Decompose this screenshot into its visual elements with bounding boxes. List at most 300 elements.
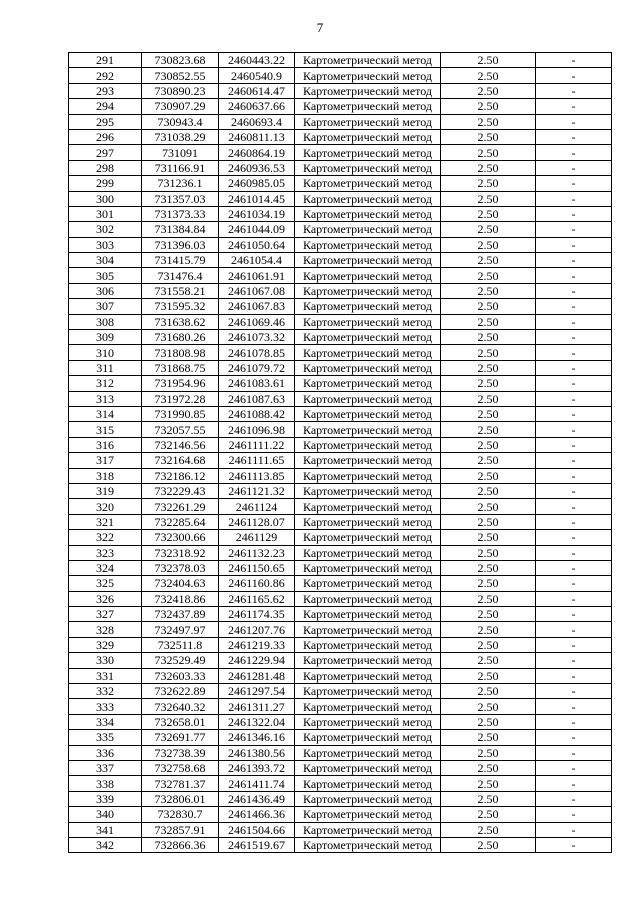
- x-coordinate-cell: 732300.66: [142, 530, 219, 545]
- accuracy-cell: 2.50: [441, 283, 536, 298]
- y-coordinate-cell: 2460693.4: [219, 114, 295, 129]
- accuracy-cell: 2.50: [441, 145, 536, 160]
- description-cell: -: [536, 776, 612, 791]
- point-number-cell: 340: [69, 807, 142, 822]
- table-row: [69, 422, 612, 437]
- y-coordinate-cell: 2461281.48: [219, 668, 295, 683]
- description-cell: -: [536, 406, 612, 421]
- x-coordinate-cell: 731595.32: [142, 299, 219, 314]
- accuracy-cell: 2.50: [441, 237, 536, 252]
- point-number-cell: 306: [69, 283, 142, 298]
- description-cell: -: [536, 576, 612, 591]
- method-cell: Картометрический метод: [295, 714, 441, 729]
- y-coordinate-cell: 2461111.65: [219, 453, 295, 468]
- table-row: [69, 391, 612, 406]
- method-cell: Картометрический метод: [295, 591, 441, 606]
- accuracy-cell: 2.50: [441, 376, 536, 391]
- table-row: [69, 499, 612, 514]
- method-cell: Картометрический метод: [295, 330, 441, 345]
- point-number-cell: 327: [69, 607, 142, 622]
- description-cell: -: [536, 530, 612, 545]
- table-row: [69, 83, 612, 98]
- table-row: [69, 745, 612, 760]
- accuracy-cell: 2.50: [441, 591, 536, 606]
- x-coordinate-cell: 732057.55: [142, 422, 219, 437]
- x-coordinate-cell: 732738.39: [142, 745, 219, 760]
- y-coordinate-cell: 2461436.49: [219, 791, 295, 806]
- method-cell: Картометрический метод: [295, 483, 441, 498]
- point-number-cell: 337: [69, 760, 142, 775]
- point-number-cell: 330: [69, 653, 142, 668]
- point-number-cell: 301: [69, 206, 142, 221]
- accuracy-cell: 2.50: [441, 129, 536, 144]
- point-number-cell: 335: [69, 730, 142, 745]
- accuracy-cell: 2.50: [441, 560, 536, 575]
- point-number-cell: 332: [69, 684, 142, 699]
- accuracy-cell: 2.50: [441, 653, 536, 668]
- y-coordinate-cell: 2461113.85: [219, 468, 295, 483]
- x-coordinate-cell: 732418.86: [142, 591, 219, 606]
- x-coordinate-cell: 732186.12: [142, 468, 219, 483]
- point-number-cell: 331: [69, 668, 142, 683]
- x-coordinate-cell: 732830.7: [142, 807, 219, 822]
- y-coordinate-cell: 2461380.56: [219, 745, 295, 760]
- method-cell: Картометрический метод: [295, 437, 441, 452]
- x-coordinate-cell: 732857.91: [142, 822, 219, 837]
- point-number-cell: 311: [69, 360, 142, 375]
- method-cell: Картометрический метод: [295, 160, 441, 175]
- description-cell: -: [536, 314, 612, 329]
- point-number-cell: 294: [69, 99, 142, 114]
- method-cell: Картометрический метод: [295, 176, 441, 191]
- accuracy-cell: 2.50: [441, 99, 536, 114]
- table-row: [69, 637, 612, 652]
- x-coordinate-cell: 730890.23: [142, 83, 219, 98]
- point-number-cell: 297: [69, 145, 142, 160]
- method-cell: Картометрический метод: [295, 422, 441, 437]
- description-cell: -: [536, 637, 612, 652]
- x-coordinate-cell: 732658.01: [142, 714, 219, 729]
- table-row: [69, 406, 612, 421]
- accuracy-cell: 2.50: [441, 714, 536, 729]
- y-coordinate-cell: 2461504.66: [219, 822, 295, 837]
- y-coordinate-cell: 2461519.67: [219, 837, 295, 852]
- description-cell: -: [536, 684, 612, 699]
- y-coordinate-cell: 2461121.32: [219, 483, 295, 498]
- method-cell: Картометрический метод: [295, 83, 441, 98]
- table-row: [69, 283, 612, 298]
- y-coordinate-cell: 2461297.54: [219, 684, 295, 699]
- y-coordinate-cell: 2461346.16: [219, 730, 295, 745]
- method-cell: Картометрический метод: [295, 268, 441, 283]
- table-row: [69, 268, 612, 283]
- description-cell: -: [536, 468, 612, 483]
- description-cell: -: [536, 745, 612, 760]
- accuracy-cell: 2.50: [441, 668, 536, 683]
- x-coordinate-cell: 732529.49: [142, 653, 219, 668]
- description-cell: -: [536, 160, 612, 175]
- table-body: [69, 53, 612, 853]
- point-number-cell: 326: [69, 591, 142, 606]
- accuracy-cell: 2.50: [441, 360, 536, 375]
- table-row: [69, 253, 612, 268]
- description-cell: -: [536, 391, 612, 406]
- table-row: [69, 530, 612, 545]
- table-row: [69, 514, 612, 529]
- y-coordinate-cell: 2461054.4: [219, 253, 295, 268]
- x-coordinate-cell: 731868.75: [142, 360, 219, 375]
- method-cell: Картометрический метод: [295, 283, 441, 298]
- x-coordinate-cell: 731476.4: [142, 268, 219, 283]
- table-row: [69, 145, 612, 160]
- method-cell: Картометрический метод: [295, 807, 441, 822]
- table-row: [69, 453, 612, 468]
- table-row: [69, 468, 612, 483]
- table-row: [69, 822, 612, 837]
- method-cell: Картометрический метод: [295, 99, 441, 114]
- y-coordinate-cell: 2461466.36: [219, 807, 295, 822]
- description-cell: -: [536, 483, 612, 498]
- method-cell: Картометрический метод: [295, 360, 441, 375]
- description-cell: -: [536, 53, 612, 68]
- table-row: [69, 299, 612, 314]
- point-number-cell: 339: [69, 791, 142, 806]
- table-row: [69, 591, 612, 606]
- x-coordinate-cell: 732146.56: [142, 437, 219, 452]
- y-coordinate-cell: 2461044.09: [219, 222, 295, 237]
- accuracy-cell: 2.50: [441, 483, 536, 498]
- description-cell: -: [536, 114, 612, 129]
- point-number-cell: 308: [69, 314, 142, 329]
- description-cell: -: [536, 822, 612, 837]
- table-row: [69, 837, 612, 852]
- method-cell: Картометрический метод: [295, 637, 441, 652]
- x-coordinate-cell: 732378.03: [142, 560, 219, 575]
- description-cell: -: [536, 545, 612, 560]
- point-number-cell: 310: [69, 345, 142, 360]
- y-coordinate-cell: 2460443.22: [219, 53, 295, 68]
- x-coordinate-cell: 731166.91: [142, 160, 219, 175]
- x-coordinate-cell: 732640.32: [142, 699, 219, 714]
- table-row: [69, 99, 612, 114]
- y-coordinate-cell: 2461219.33: [219, 637, 295, 652]
- point-number-cell: 314: [69, 406, 142, 421]
- x-coordinate-cell: 732318.92: [142, 545, 219, 560]
- accuracy-cell: 2.50: [441, 406, 536, 421]
- description-cell: -: [536, 668, 612, 683]
- point-number-cell: 312: [69, 376, 142, 391]
- table-row: [69, 176, 612, 191]
- accuracy-cell: 2.50: [441, 791, 536, 806]
- method-cell: Картометрический метод: [295, 607, 441, 622]
- point-number-cell: 342: [69, 837, 142, 852]
- table-row: [69, 714, 612, 729]
- point-number-cell: 320: [69, 499, 142, 514]
- x-coordinate-cell: 732497.97: [142, 622, 219, 637]
- y-coordinate-cell: 2461207.76: [219, 622, 295, 637]
- point-number-cell: 319: [69, 483, 142, 498]
- x-coordinate-cell: 731808.98: [142, 345, 219, 360]
- method-cell: Картометрический метод: [295, 299, 441, 314]
- y-coordinate-cell: 2461087.63: [219, 391, 295, 406]
- point-number-cell: 329: [69, 637, 142, 652]
- accuracy-cell: 2.50: [441, 822, 536, 837]
- accuracy-cell: 2.50: [441, 176, 536, 191]
- description-cell: -: [536, 345, 612, 360]
- table-row: [69, 699, 612, 714]
- description-cell: -: [536, 422, 612, 437]
- table-row: [69, 237, 612, 252]
- y-coordinate-cell: 2460811.13: [219, 129, 295, 144]
- method-cell: Картометрический метод: [295, 453, 441, 468]
- y-coordinate-cell: 2461096.98: [219, 422, 295, 437]
- description-cell: -: [536, 760, 612, 775]
- description-cell: -: [536, 222, 612, 237]
- point-number-cell: 324: [69, 560, 142, 575]
- y-coordinate-cell: 2461034.19: [219, 206, 295, 221]
- y-coordinate-cell: 2461150.65: [219, 560, 295, 575]
- point-number-cell: 323: [69, 545, 142, 560]
- x-coordinate-cell: 731638.62: [142, 314, 219, 329]
- method-cell: Картометрический метод: [295, 653, 441, 668]
- table-row: [69, 483, 612, 498]
- page-number: 7: [316, 20, 324, 35]
- description-cell: -: [536, 591, 612, 606]
- point-number-cell: 303: [69, 237, 142, 252]
- method-cell: Картометрический метод: [295, 822, 441, 837]
- method-cell: Картометрический метод: [295, 745, 441, 760]
- method-cell: Картометрический метод: [295, 253, 441, 268]
- accuracy-cell: 2.50: [441, 345, 536, 360]
- x-coordinate-cell: 731415.79: [142, 253, 219, 268]
- method-cell: Картометрический метод: [295, 560, 441, 575]
- point-number-cell: 305: [69, 268, 142, 283]
- method-cell: Картометрический метод: [295, 760, 441, 775]
- description-cell: -: [536, 730, 612, 745]
- y-coordinate-cell: 2461132.23: [219, 545, 295, 560]
- point-number-cell: 292: [69, 68, 142, 83]
- method-cell: Картометрический метод: [295, 576, 441, 591]
- x-coordinate-cell: 731384.84: [142, 222, 219, 237]
- accuracy-cell: 2.50: [441, 776, 536, 791]
- accuracy-cell: 2.50: [441, 437, 536, 452]
- x-coordinate-cell: 730823.68: [142, 53, 219, 68]
- description-cell: -: [536, 83, 612, 98]
- y-coordinate-cell: 2461128.07: [219, 514, 295, 529]
- y-coordinate-cell: 2460614.47: [219, 83, 295, 98]
- y-coordinate-cell: 2460540.9: [219, 68, 295, 83]
- method-cell: Картометрический метод: [295, 730, 441, 745]
- description-cell: -: [536, 129, 612, 144]
- point-number-cell: 317: [69, 453, 142, 468]
- y-coordinate-cell: 2461174.35: [219, 607, 295, 622]
- description-cell: -: [536, 299, 612, 314]
- y-coordinate-cell: 2461124: [219, 499, 295, 514]
- y-coordinate-cell: 2461050.64: [219, 237, 295, 252]
- point-number-cell: 296: [69, 129, 142, 144]
- table-row: [69, 776, 612, 791]
- table-row: [69, 560, 612, 575]
- x-coordinate-cell: 732229.43: [142, 483, 219, 498]
- table-row: [69, 730, 612, 745]
- method-cell: Картометрический метод: [295, 114, 441, 129]
- x-coordinate-cell: 732806.01: [142, 791, 219, 806]
- coordinates-table: [68, 52, 612, 853]
- y-coordinate-cell: 2461078.85: [219, 345, 295, 360]
- table-row: [69, 314, 612, 329]
- table-row: [69, 222, 612, 237]
- description-cell: -: [536, 791, 612, 806]
- point-number-cell: 298: [69, 160, 142, 175]
- x-coordinate-cell: 731954.96: [142, 376, 219, 391]
- table-row: [69, 622, 612, 637]
- y-coordinate-cell: 2460637.66: [219, 99, 295, 114]
- method-cell: Картометрический метод: [295, 791, 441, 806]
- method-cell: Картометрический метод: [295, 129, 441, 144]
- y-coordinate-cell: 2461165.62: [219, 591, 295, 606]
- point-number-cell: 291: [69, 53, 142, 68]
- y-coordinate-cell: 2461069.46: [219, 314, 295, 329]
- method-cell: Картометрический метод: [295, 206, 441, 221]
- x-coordinate-cell: 732781.37: [142, 776, 219, 791]
- y-coordinate-cell: 2461073.32: [219, 330, 295, 345]
- y-coordinate-cell: 2461229.94: [219, 653, 295, 668]
- accuracy-cell: 2.50: [441, 160, 536, 175]
- y-coordinate-cell: 2461111.22: [219, 437, 295, 452]
- method-cell: Картометрический метод: [295, 191, 441, 206]
- method-cell: Картометрический метод: [295, 406, 441, 421]
- table-row: [69, 160, 612, 175]
- accuracy-cell: 2.50: [441, 576, 536, 591]
- x-coordinate-cell: 731972.28: [142, 391, 219, 406]
- description-cell: -: [536, 807, 612, 822]
- x-coordinate-cell: 732758.68: [142, 760, 219, 775]
- table-row: [69, 330, 612, 345]
- y-coordinate-cell: 2461014.45: [219, 191, 295, 206]
- x-coordinate-cell: 732691.77: [142, 730, 219, 745]
- y-coordinate-cell: 2461311.27: [219, 699, 295, 714]
- accuracy-cell: 2.50: [441, 314, 536, 329]
- x-coordinate-cell: 732404.63: [142, 576, 219, 591]
- description-cell: -: [536, 330, 612, 345]
- y-coordinate-cell: 2461411.74: [219, 776, 295, 791]
- x-coordinate-cell: 732603.33: [142, 668, 219, 683]
- y-coordinate-cell: 2461083.61: [219, 376, 295, 391]
- description-cell: -: [536, 499, 612, 514]
- x-coordinate-cell: 730943.4: [142, 114, 219, 129]
- table-row: [69, 653, 612, 668]
- method-cell: Картометрический метод: [295, 222, 441, 237]
- point-number-cell: 302: [69, 222, 142, 237]
- accuracy-cell: 2.50: [441, 391, 536, 406]
- x-coordinate-cell: 731680.26: [142, 330, 219, 345]
- x-coordinate-cell: 731558.21: [142, 283, 219, 298]
- y-coordinate-cell: 2461322.04: [219, 714, 295, 729]
- description-cell: -: [536, 99, 612, 114]
- accuracy-cell: 2.50: [441, 114, 536, 129]
- method-cell: Картометрический метод: [295, 376, 441, 391]
- point-number-cell: 309: [69, 330, 142, 345]
- accuracy-cell: 2.50: [441, 206, 536, 221]
- method-cell: Картометрический метод: [295, 776, 441, 791]
- x-coordinate-cell: 732866.36: [142, 837, 219, 852]
- point-number-cell: 336: [69, 745, 142, 760]
- description-cell: -: [536, 837, 612, 852]
- accuracy-cell: 2.50: [441, 637, 536, 652]
- accuracy-cell: 2.50: [441, 837, 536, 852]
- accuracy-cell: 2.50: [441, 514, 536, 529]
- method-cell: Картометрический метод: [295, 345, 441, 360]
- x-coordinate-cell: 732437.89: [142, 607, 219, 622]
- description-cell: -: [536, 714, 612, 729]
- table-row: [69, 576, 612, 591]
- y-coordinate-cell: 2461067.83: [219, 299, 295, 314]
- method-cell: Картометрический метод: [295, 514, 441, 529]
- x-coordinate-cell: 732511.8: [142, 637, 219, 652]
- table-row: [69, 791, 612, 806]
- point-number-cell: 325: [69, 576, 142, 591]
- method-cell: Картометрический метод: [295, 314, 441, 329]
- table-row: [69, 668, 612, 683]
- accuracy-cell: 2.50: [441, 607, 536, 622]
- method-cell: Картометрический метод: [295, 237, 441, 252]
- point-number-cell: 333: [69, 699, 142, 714]
- point-number-cell: 318: [69, 468, 142, 483]
- accuracy-cell: 2.50: [441, 745, 536, 760]
- accuracy-cell: 2.50: [441, 730, 536, 745]
- x-coordinate-cell: 731396.03: [142, 237, 219, 252]
- x-coordinate-cell: 731373.33: [142, 206, 219, 221]
- accuracy-cell: 2.50: [441, 468, 536, 483]
- method-cell: Картометрический метод: [295, 499, 441, 514]
- accuracy-cell: 2.50: [441, 253, 536, 268]
- table-row: [69, 760, 612, 775]
- description-cell: -: [536, 360, 612, 375]
- table-row: [69, 345, 612, 360]
- x-coordinate-cell: 731236.1: [142, 176, 219, 191]
- accuracy-cell: 2.50: [441, 622, 536, 637]
- table-row: [69, 206, 612, 221]
- description-cell: -: [536, 206, 612, 221]
- point-number-cell: 328: [69, 622, 142, 637]
- description-cell: -: [536, 283, 612, 298]
- y-coordinate-cell: 2460985.05: [219, 176, 295, 191]
- point-number-cell: 316: [69, 437, 142, 452]
- y-coordinate-cell: 2461160.86: [219, 576, 295, 591]
- point-number-cell: 334: [69, 714, 142, 729]
- table-row: [69, 68, 612, 83]
- table-row: [69, 53, 612, 68]
- x-coordinate-cell: 730907.29: [142, 99, 219, 114]
- description-cell: -: [536, 514, 612, 529]
- point-number-cell: 295: [69, 114, 142, 129]
- method-cell: Картометрический метод: [295, 837, 441, 852]
- method-cell: Картометрический метод: [295, 530, 441, 545]
- table-row: [69, 129, 612, 144]
- accuracy-cell: 2.50: [441, 422, 536, 437]
- description-cell: -: [536, 560, 612, 575]
- x-coordinate-cell: 731091: [142, 145, 219, 160]
- method-cell: Картометрический метод: [295, 468, 441, 483]
- y-coordinate-cell: 2461129: [219, 530, 295, 545]
- accuracy-cell: 2.50: [441, 807, 536, 822]
- y-coordinate-cell: 2461088.42: [219, 406, 295, 421]
- y-coordinate-cell: 2460936.53: [219, 160, 295, 175]
- point-number-cell: 293: [69, 83, 142, 98]
- point-number-cell: 307: [69, 299, 142, 314]
- accuracy-cell: 2.50: [441, 699, 536, 714]
- method-cell: Картометрический метод: [295, 68, 441, 83]
